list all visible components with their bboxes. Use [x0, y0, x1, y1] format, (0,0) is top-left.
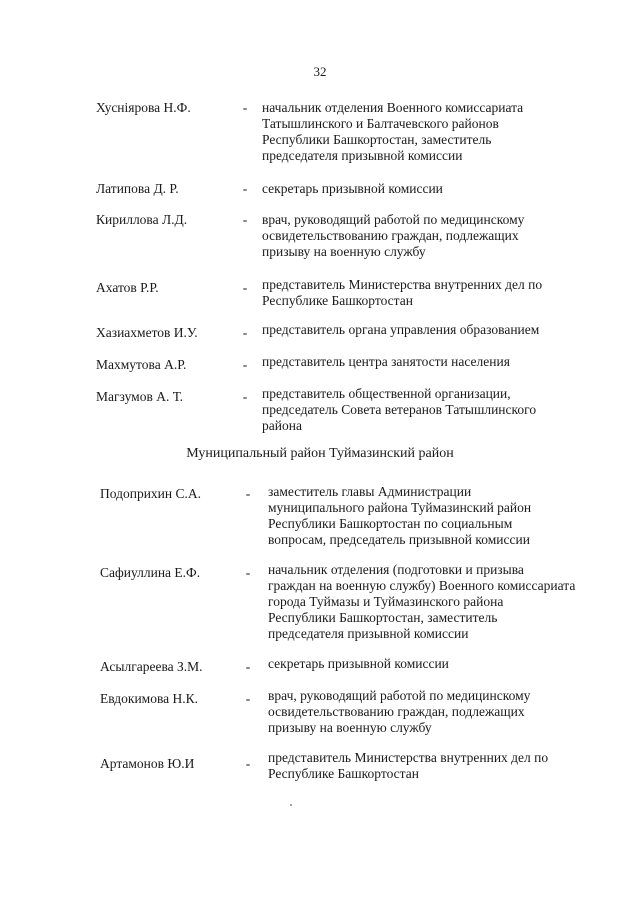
role-line: призыву на военную службу	[262, 244, 426, 259]
role-line: врач, руководящий работой по медицинскому	[268, 688, 531, 703]
member-role	[262, 212, 524, 260]
member-name: Сафиуллина Е.Ф.	[100, 565, 201, 580]
role-line: Республики Башкортостан, заместитель	[262, 132, 492, 147]
role-line: района	[262, 418, 302, 433]
role-line: секретарь призывной комиссии	[268, 656, 449, 671]
member-name: Артамонов Ю.И	[100, 756, 195, 771]
section-heading: Муниципальный район Туймазинский район	[186, 446, 454, 461]
role-line: освидетельствованию граждан, подлежащих	[268, 704, 525, 719]
member-name: Латипова Д. Р.	[96, 181, 179, 196]
role-line: представитель центра занятости населения	[262, 354, 510, 369]
member-role	[268, 688, 530, 736]
member-role	[262, 322, 539, 338]
role-line: представитель Министерства внутренних дел по	[262, 277, 543, 292]
role-line: города Туймазы и Туймазинского района	[268, 594, 504, 609]
member-role	[262, 100, 523, 164]
role-line: Республике Башкортостан	[262, 293, 413, 308]
member-name: Хазиахметов И.У.	[96, 325, 198, 340]
member-name: Ахатов Р.Р.	[96, 280, 159, 295]
dash-separator: -	[242, 280, 248, 295]
dash-separator: -	[245, 691, 251, 706]
member-name: Магзумов А. Т.	[96, 389, 183, 404]
role-line: председателя призывной комиссии	[268, 626, 469, 641]
scan-speck	[290, 804, 292, 806]
member-role	[262, 386, 536, 434]
member-name: Кириллова Л.Д.	[96, 212, 188, 227]
role-line: Республики Башкортостан, заместитель	[268, 610, 498, 625]
dash-separator: -	[242, 325, 248, 340]
member-name: Махмутова А.Р.	[96, 357, 187, 372]
role-line: заместитель главы Администрации	[268, 484, 472, 499]
role-line: граждан на военную службу) Военного комиссариата	[268, 578, 576, 593]
role-line: председателя призывной комиссии	[262, 148, 463, 163]
member-name: Подоприхин С.А.	[100, 486, 202, 501]
dash-separator: -	[245, 756, 251, 771]
role-line: Татышлинского и Балтачевского районов	[262, 116, 499, 131]
dash-separator: -	[242, 389, 248, 404]
role-line: председатель Совета ветеранов Татышлинского	[262, 402, 537, 417]
member-role	[268, 656, 449, 672]
page-number: 32	[313, 64, 327, 79]
role-line: вопросам, председатель призывной комиссии	[268, 532, 530, 547]
role-line: начальник отделения (подготовки и призыва	[268, 562, 524, 577]
member-role	[268, 562, 575, 642]
dash-separator: -	[245, 486, 251, 501]
role-line: секретарь призывной комиссии	[262, 181, 443, 196]
member-role	[268, 750, 548, 782]
role-line: муниципального района Туймазинский район	[268, 500, 532, 515]
role-line: представитель органа управления образованием	[262, 322, 540, 337]
member-role	[262, 354, 510, 370]
role-line: представитель Министерства внутренних дел по	[268, 750, 549, 765]
member-name: Хуснiярова Н.Ф.	[96, 100, 191, 115]
member-name: Асылгареева З.М.	[100, 659, 203, 674]
dash-separator: -	[242, 100, 248, 115]
role-line: Республики Башкортостан по социальным	[268, 516, 513, 531]
role-line: освидетельствованию граждан, подлежащих	[262, 228, 519, 243]
member-role	[262, 277, 542, 309]
dash-separator: -	[242, 357, 248, 372]
dash-separator: -	[245, 659, 251, 674]
role-line: призыву на военную службу	[268, 720, 432, 735]
dash-separator: -	[242, 212, 248, 227]
role-line: представитель общественной организации,	[262, 386, 511, 401]
role-line: начальник отделения Военного комиссариата	[262, 100, 524, 115]
dash-separator: -	[242, 181, 248, 196]
role-line: Республике Башкортостан	[268, 766, 419, 781]
member-name: Евдокимова Н.К.	[100, 691, 199, 706]
role-line: врач, руководящий работой по медицинскому	[262, 212, 525, 227]
member-role	[262, 181, 443, 197]
member-role	[268, 484, 531, 548]
dash-separator: -	[245, 565, 251, 580]
